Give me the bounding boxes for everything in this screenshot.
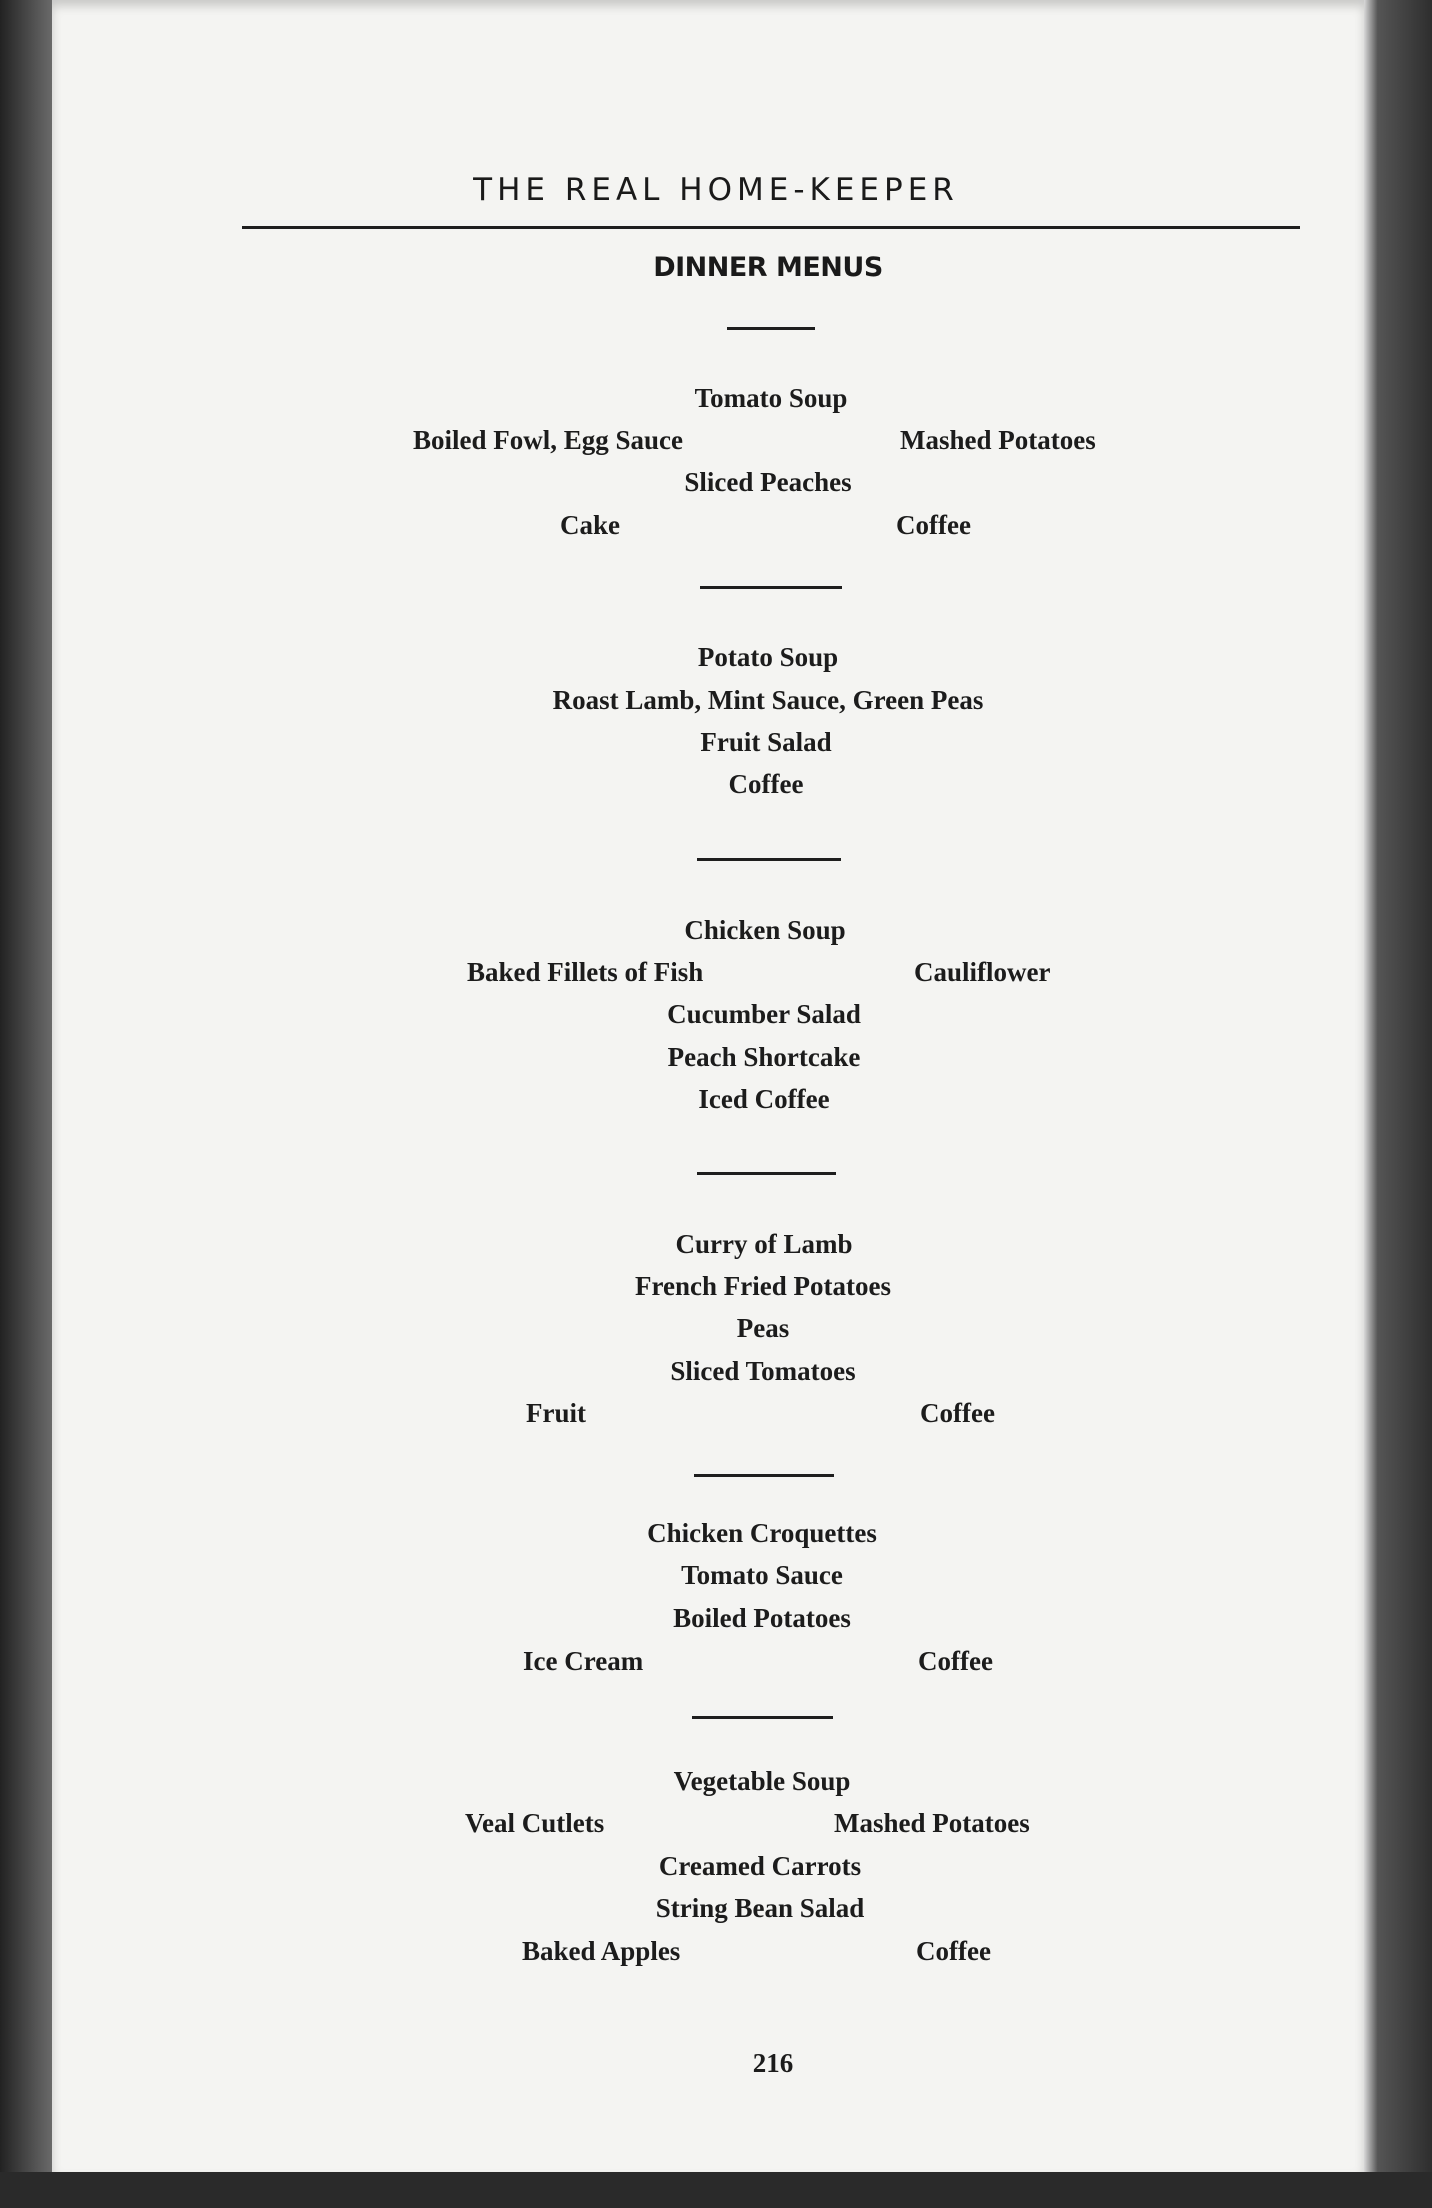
menu-item: Creamed Carrots bbox=[658, 1851, 862, 1881]
separator-rule bbox=[697, 1172, 836, 1175]
menu-item: String Bean Salad bbox=[655, 1893, 865, 1923]
menu-item: Fruit Salad bbox=[700, 727, 832, 757]
menu-item: Mashed Potatoes bbox=[834, 1808, 1030, 1838]
separator-rule bbox=[694, 1474, 834, 1477]
menu-item: Chicken Croquettes bbox=[647, 1518, 877, 1548]
menu-item: Mashed Potatoes bbox=[900, 425, 1096, 455]
section-title: DINNER MENUS bbox=[653, 252, 883, 283]
menu-item: Tomato Soup bbox=[694, 383, 848, 413]
scan-bottom-edge bbox=[0, 2172, 1432, 2208]
page-number: 216 bbox=[752, 2048, 794, 2078]
separator-rule bbox=[727, 327, 815, 330]
menu-item: Coffee bbox=[896, 510, 971, 540]
menu-item: Ice Cream bbox=[523, 1646, 644, 1676]
menu-item: Coffee bbox=[916, 1936, 991, 1966]
menu-item: Boiled Fowl, Egg Sauce bbox=[413, 425, 684, 455]
menu-item: Cucumber Salad bbox=[667, 999, 861, 1029]
menu-item: Vegetable Soup bbox=[673, 1766, 851, 1796]
menu-item: Veal Cutlets bbox=[465, 1808, 605, 1838]
menu-item: Cake bbox=[560, 510, 620, 540]
menu-item: Baked Fillets of Fish bbox=[467, 957, 704, 987]
menu-item: Coffee bbox=[918, 1646, 993, 1676]
menu-item: Fruit bbox=[526, 1398, 586, 1428]
facing-page-edge bbox=[1364, 0, 1432, 2208]
menu-item: Boiled Potatoes bbox=[673, 1603, 851, 1633]
menu-item: Peas bbox=[736, 1313, 790, 1343]
book-binding-edge bbox=[0, 0, 52, 2208]
separator-rule bbox=[692, 1716, 833, 1719]
menu-item: Cauliflower bbox=[914, 957, 1051, 987]
menu-item: Chicken Soup bbox=[684, 915, 846, 945]
menu-item: Curry of Lamb bbox=[675, 1229, 853, 1259]
menu-item: Sliced Tomatoes bbox=[670, 1356, 856, 1386]
menu-item: Potato Soup bbox=[697, 642, 839, 672]
menu-item: Coffee bbox=[920, 1398, 995, 1428]
menu-item: Iced Coffee bbox=[698, 1084, 830, 1114]
menu-item: Sliced Peaches bbox=[684, 467, 852, 497]
menu-item: Tomato Sauce bbox=[681, 1560, 843, 1590]
menu-item: Roast Lamb, Mint Sauce, Green Peas bbox=[552, 685, 984, 715]
running-head: THE REAL HOME-KEEPER bbox=[473, 172, 959, 208]
header-rule bbox=[242, 226, 1300, 229]
menu-item: French Fried Potatoes bbox=[635, 1271, 891, 1301]
separator-rule bbox=[697, 858, 841, 861]
menu-item: Peach Shortcake bbox=[667, 1042, 861, 1072]
menu-item: Baked Apples bbox=[522, 1936, 681, 1966]
separator-rule bbox=[700, 586, 842, 589]
menu-item: Coffee bbox=[728, 769, 804, 799]
